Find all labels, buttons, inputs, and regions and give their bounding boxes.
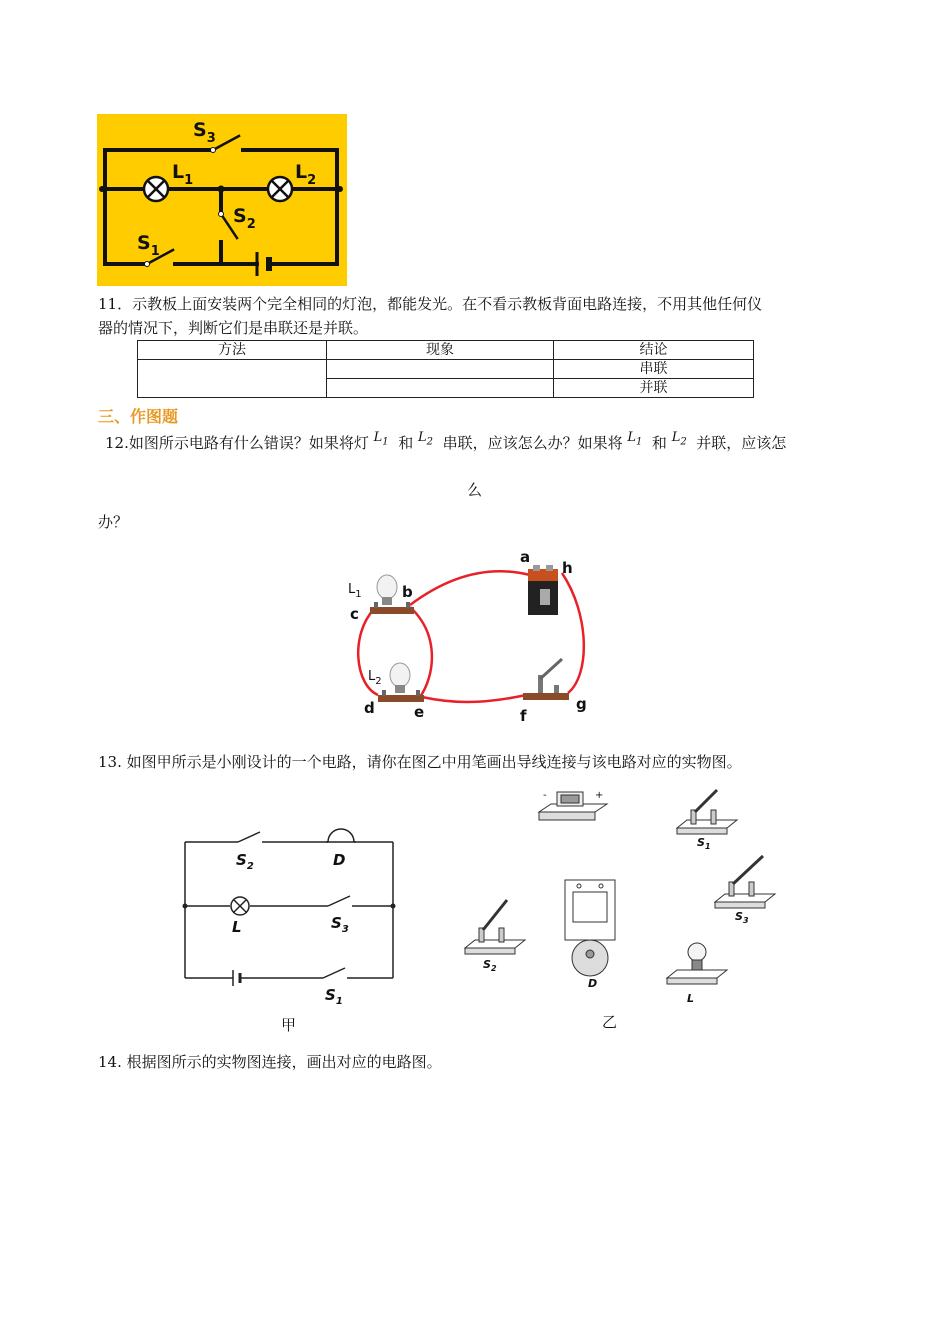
table-header-method: 方法 (138, 341, 327, 360)
q12-wrap-char: 么 (467, 481, 483, 499)
q12-and-2: 和 (651, 434, 667, 452)
lamp-l2-symbol (268, 177, 292, 201)
svg-text:D: D (588, 977, 598, 990)
svg-text:d: d (364, 699, 375, 717)
svg-text:a: a (520, 548, 531, 566)
svg-text:S1: $S_1$ (137, 232, 160, 259)
q12-line2: 办？ (98, 513, 129, 531)
table-cell-conclusion-series: 串联 (554, 360, 754, 379)
battery-9v (528, 565, 558, 615)
q11-line1: 11．示教板上面安装两个完全相同的灯泡，都能发光。在不看示教板背面电路连接，不用其他任何仪 (98, 295, 763, 313)
switch-s3-object (715, 856, 775, 908)
bell-d-symbol (326, 829, 356, 842)
q12-part3: 并联，应该怎 (696, 434, 787, 452)
electric-bell-object (565, 880, 615, 976)
table-cell-method[interactable] (138, 360, 327, 398)
q12-l2-symbol-2: $L_2$ (671, 430, 687, 448)
svg-text:L1: $L_1$ (348, 582, 362, 600)
knife-switch (523, 659, 569, 700)
q12-part2: 串联，应该怎么办？如果将 (442, 434, 623, 452)
svg-text:c: c (350, 605, 359, 623)
q12-physical-circuit (340, 545, 600, 730)
svg-text:L: L (687, 992, 695, 1005)
lamp-l-symbol (231, 897, 249, 915)
svg-text:S2: $S_2$ (233, 205, 256, 232)
svg-text:S1: $S_1$ (325, 986, 343, 1007)
lamp-l-object (667, 943, 727, 984)
svg-text:-: - (543, 790, 547, 801)
q13-circuit-jia (178, 810, 403, 1010)
svg-text:S3: $S_3$ (331, 914, 349, 935)
q12-l1-symbol-2: $L_1$ (627, 430, 643, 448)
q14-text: 14. 根据图所示的实物图连接，画出对应的电路图。 (98, 1053, 442, 1071)
table-cell-phenomenon-2[interactable] (327, 379, 554, 398)
q13-text: 13. 如图甲所示是小刚设计的一个电路，请你在图乙中用笔画出导线连接与该电路对应的实物图。 (98, 753, 742, 771)
svg-text:S3: $S_3$ (735, 910, 749, 925)
switch-s1-object (677, 790, 737, 834)
q12-and-1: 和 (398, 434, 414, 452)
table-header-phenomenon: 现象 (327, 341, 554, 360)
svg-text:S3: $S_3$ (193, 119, 216, 146)
q11-method-table (137, 340, 754, 398)
q13-objects-yi (455, 782, 795, 1012)
section-heading: 三、作图题 (98, 407, 179, 426)
svg-text:g: g (576, 695, 587, 713)
svg-text:S2: $S_2$ (236, 851, 254, 872)
svg-text:S1: $S_1$ (697, 836, 711, 851)
q12-line1 (105, 430, 787, 460)
lamp-l2-holder (378, 663, 424, 702)
svg-text:S2: $S_2$ (483, 958, 497, 973)
svg-text:D: D (333, 851, 346, 869)
label-jia: 甲 (281, 1016, 297, 1034)
svg-text:h: h (562, 559, 573, 577)
switch-s2-object (465, 900, 525, 954)
svg-text:L: L (232, 918, 242, 936)
svg-text:L2: $L_2$ (368, 669, 382, 687)
svg-text:L2: $L_2$ (295, 161, 317, 188)
svg-text:f: f (520, 707, 527, 725)
table-cell-phenomenon-1[interactable] (327, 360, 554, 379)
lamp-l1-symbol (144, 177, 168, 201)
table-cell-conclusion-parallel: 并联 (554, 379, 754, 398)
svg-text:+: + (595, 790, 604, 801)
svg-text:e: e (414, 703, 425, 721)
label-yi: 乙 (602, 1013, 618, 1031)
table-header-conclusion: 结论 (554, 341, 754, 360)
svg-text:b: b (402, 583, 413, 601)
svg-text:L1: $L_1$ (172, 161, 194, 188)
q11-line2: 器的情况下，判断它们是串联还是并联。 (98, 319, 369, 337)
q12-part1: 12.如图所示电路有什么错误？如果将灯 (105, 434, 369, 452)
board-circuit-figure (97, 114, 347, 286)
q12-l2-symbol: $L_2$ (418, 430, 434, 448)
q12-l1-symbol: $L_1$ (373, 430, 389, 448)
